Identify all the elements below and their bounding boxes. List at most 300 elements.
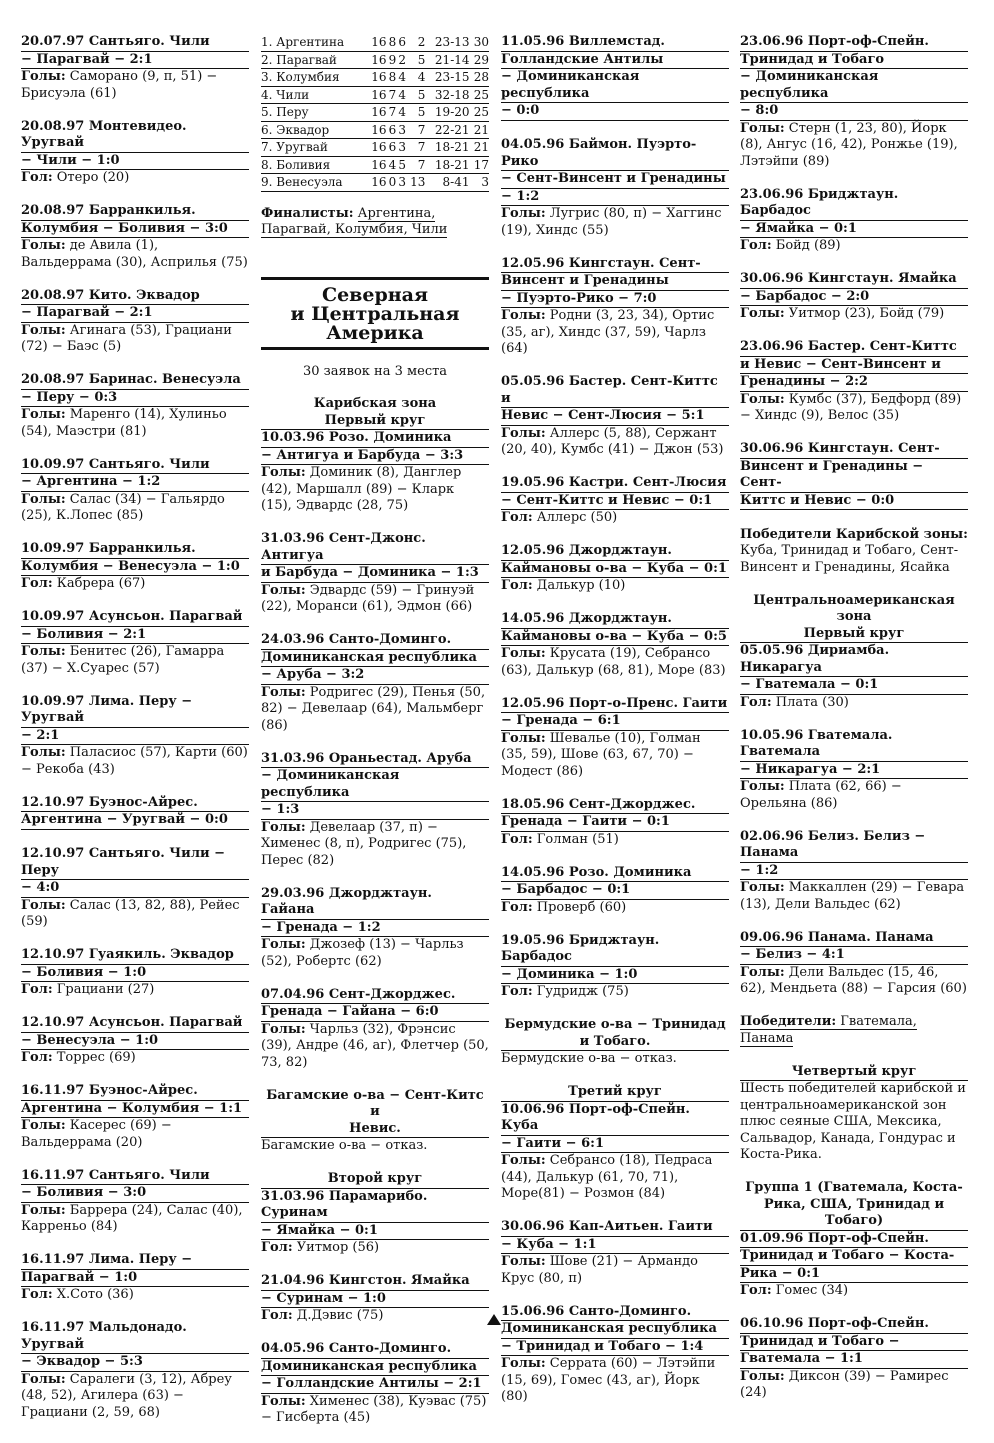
match-heading-line: − Голландские Антилы − 2:1 bbox=[261, 1376, 489, 1394]
match-heading bbox=[261, 751, 489, 820]
goals-text: Гудридж (75) bbox=[536, 984, 629, 999]
match-goals bbox=[261, 1240, 489, 1257]
match-report bbox=[501, 933, 729, 1001]
team-cell: 5. Перу bbox=[261, 104, 367, 122]
match-heading bbox=[21, 1168, 249, 1203]
match-report bbox=[740, 271, 968, 323]
match-heading-line: − Ямайка − 0:1 bbox=[261, 1223, 489, 1241]
match-heading-line: Аргентина − Уругвай − 0:0 bbox=[21, 812, 249, 830]
match-report bbox=[21, 541, 249, 593]
match-report bbox=[21, 1015, 249, 1067]
match-heading-line: 31.03.96 Ораньестад. Аруба bbox=[261, 751, 489, 769]
match-goals bbox=[740, 306, 968, 323]
round-title: Первый круг bbox=[740, 626, 968, 644]
goals-label: Голы: bbox=[21, 322, 66, 338]
match-heading-line: Гренадины − 2:2 bbox=[740, 374, 968, 392]
match-heading-line: 30.06.96 Кап-Аитьен. Гаити bbox=[501, 1219, 729, 1237]
goals-text: Бойд (89) bbox=[775, 238, 841, 253]
match-heading-line: 16.11.97 Буэнос-Айрес. bbox=[21, 1083, 249, 1101]
match-report bbox=[21, 372, 249, 440]
stat-cell: 19-20 bbox=[425, 104, 469, 122]
team-cell: 8. Боливия bbox=[261, 156, 367, 174]
match-heading-line: − 0:0 bbox=[501, 103, 729, 121]
match-heading-line: 29.03.96 Джорджтаун. Гайана bbox=[261, 886, 489, 920]
match-heading bbox=[21, 609, 249, 644]
match-heading-line: 23.06.96 Порт-оф-Спейн. bbox=[740, 34, 968, 52]
match-goals bbox=[501, 206, 729, 239]
match-heading-line: 09.06.96 Панама. Панама bbox=[740, 930, 968, 948]
match-heading-line: Гватемала − 1:1 bbox=[740, 1351, 968, 1369]
match-heading-line: 10.05.96 Гватемала. Гватемала bbox=[740, 728, 968, 762]
match-goals bbox=[261, 1308, 489, 1325]
match-heading-line: 20.08.97 Кито. Эквадор bbox=[21, 288, 249, 306]
match-report bbox=[740, 1231, 968, 1300]
goals-label: Голы: bbox=[501, 730, 546, 746]
match-report bbox=[740, 829, 968, 914]
match-heading-line: 19.05.96 Кастри. Сент-Люсия bbox=[501, 475, 729, 493]
stat-cell: 8 bbox=[387, 34, 397, 51]
match-heading bbox=[501, 933, 729, 985]
match-report bbox=[501, 1219, 729, 1287]
goals-label: Гол: bbox=[21, 1287, 53, 1302]
winners-text: Гватемала, Панама bbox=[740, 1014, 917, 1046]
match-heading bbox=[740, 643, 968, 695]
goals-text: Д.Дэвис (75) bbox=[296, 1308, 384, 1323]
goals-label: Голы: bbox=[21, 1371, 66, 1387]
match-goals bbox=[501, 731, 729, 781]
match-report bbox=[21, 119, 249, 187]
match-heading-line: 19.05.96 Бриджтаун. Барбадос bbox=[501, 933, 729, 967]
stat-cell: 16 bbox=[367, 51, 386, 69]
match-heading-line: − Доминиканская республика bbox=[261, 768, 489, 802]
goals-label: Голы: bbox=[21, 491, 66, 507]
match-heading-line: − Пуэрто-Рико − 7:0 bbox=[501, 291, 729, 309]
match-goals bbox=[261, 685, 489, 735]
match-goals bbox=[21, 745, 249, 778]
match-goals bbox=[740, 238, 968, 255]
stat-cell: 16 bbox=[367, 34, 386, 51]
match-report bbox=[21, 34, 249, 102]
match-goals bbox=[261, 465, 489, 515]
stat-cell: 16 bbox=[367, 156, 386, 174]
match-heading bbox=[501, 543, 729, 578]
caribbean-winners bbox=[740, 527, 968, 577]
match-heading bbox=[740, 1316, 968, 1369]
goals-label: Гол: bbox=[261, 1240, 293, 1255]
goals-text: Эдвардс (59) − Гринуэй (22), Моранси (61), Эдмон (66) bbox=[261, 582, 475, 614]
team-cell: 7. Уругвай bbox=[261, 139, 367, 157]
match-report bbox=[740, 34, 968, 170]
match-heading-line: − Никарагуа − 2:1 bbox=[740, 762, 968, 780]
entries-note: 30 заявок на 3 места bbox=[302, 363, 448, 379]
match-heading-line: 01.09.96 Порт-оф-Спейн. bbox=[740, 1231, 968, 1249]
match-report bbox=[740, 930, 968, 998]
goals-text: Стерн (1, 23, 80), Йорк (8), Ангус (16, 42), Ронжье (19), Лэтэйпи (89) bbox=[740, 120, 958, 169]
match-heading bbox=[740, 187, 968, 239]
match-report bbox=[21, 1168, 249, 1236]
stat-cell: 2 bbox=[406, 34, 425, 51]
match-heading bbox=[261, 531, 489, 583]
match-heading-line: Каймановы о-ва − Куба − 0:5 bbox=[501, 629, 729, 647]
finalists-text: Аргентина, Парагвай, Колумбия, Чили bbox=[261, 205, 448, 237]
match-heading-line: 10.09.97 Сантьяго. Чили bbox=[21, 457, 249, 475]
stat-cell: 25 bbox=[470, 104, 489, 122]
match-goals bbox=[21, 69, 249, 102]
match-heading-line: 14.05.96 Джорджтаун. bbox=[501, 611, 729, 629]
match-goals bbox=[21, 1050, 249, 1067]
match-report bbox=[740, 643, 968, 711]
goals-text: Диксон (39) − Рамирес (24) bbox=[740, 1368, 949, 1400]
match-heading bbox=[501, 475, 729, 510]
goals-text: Гомес (34) bbox=[775, 1283, 849, 1298]
match-goals bbox=[21, 1372, 249, 1422]
match-goals bbox=[21, 238, 249, 271]
match-heading bbox=[261, 1273, 489, 1308]
match-heading bbox=[501, 34, 729, 121]
table-row bbox=[261, 51, 489, 69]
table-row bbox=[261, 104, 489, 122]
goals-label: Голы: bbox=[740, 391, 785, 407]
match-heading-line: Гренада − Гаити − 0:1 bbox=[501, 814, 729, 832]
stat-cell: 5 bbox=[406, 86, 425, 104]
match-goals bbox=[261, 820, 489, 870]
match-heading-line: − 1:2 bbox=[740, 863, 968, 881]
match-heading-line: − 1:3 bbox=[261, 802, 489, 820]
bermuda-walkover bbox=[501, 1017, 729, 1068]
goals-text: Баррера (24), Салас (40), Карреньо (84) bbox=[21, 1202, 243, 1234]
match-goals bbox=[501, 984, 729, 1001]
match-heading-line: − Гренада − 1:2 bbox=[261, 920, 489, 938]
match-heading-line: − Аруба − 3:2 bbox=[261, 667, 489, 685]
bahamas-walkover bbox=[261, 1088, 489, 1155]
match-heading-line: 20.08.97 Монтевидео. Уругвай bbox=[21, 119, 249, 153]
central-winners bbox=[740, 1014, 968, 1047]
stat-cell: 3 bbox=[396, 139, 406, 157]
goals-label: Гол: bbox=[740, 1283, 772, 1298]
match-heading-line: 20.08.97 Баринас. Венесуэла bbox=[21, 372, 249, 390]
goals-label: Голы: bbox=[21, 69, 66, 84]
goals-text: Шове (21) − Армандо Крус (80, п) bbox=[501, 1254, 698, 1286]
stat-cell: 16 bbox=[367, 174, 386, 192]
match-heading-line: 21.04.96 Кингстон. Ямайка bbox=[261, 1273, 489, 1291]
goals-text: Плата (30) bbox=[775, 694, 849, 710]
match-goals bbox=[501, 510, 729, 527]
match-heading bbox=[21, 1015, 249, 1050]
stat-cell: 4 bbox=[387, 156, 397, 174]
stat-cell: 16 bbox=[367, 69, 386, 87]
match-heading-line: − Гаити − 6:1 bbox=[501, 1136, 729, 1154]
match-heading-line: 04.05.96 Санто-Доминго. bbox=[261, 1341, 489, 1359]
stat-cell: 21-14 bbox=[425, 51, 469, 69]
goals-label: Гол: bbox=[501, 831, 533, 847]
match-heading bbox=[740, 930, 968, 965]
goals-label: Гол: bbox=[21, 1050, 53, 1065]
match-report bbox=[261, 1273, 489, 1325]
zone-title: Карибская зона bbox=[313, 396, 437, 411]
goals-label: Голы: bbox=[261, 465, 306, 480]
goals-label: Голы: bbox=[740, 120, 785, 136]
walkover-text: Багамские о-ва − отказ. bbox=[261, 1138, 428, 1153]
stat-cell: 16 bbox=[367, 121, 386, 139]
goals-label: Голы: bbox=[21, 644, 66, 659]
match-heading bbox=[21, 288, 249, 323]
match-report bbox=[501, 797, 729, 849]
match-heading bbox=[21, 795, 249, 830]
goals-label: Голы: bbox=[501, 1254, 546, 1269]
match-heading bbox=[261, 430, 489, 465]
column-4 bbox=[740, 34, 968, 1418]
match-heading bbox=[261, 632, 489, 685]
triangle-icon bbox=[487, 1314, 501, 1325]
goals-text: Уитмор (23), Бойд (79) bbox=[788, 306, 945, 321]
match-heading bbox=[21, 1083, 249, 1118]
stat-cell: 13 bbox=[406, 174, 425, 192]
match-heading-line: − Сент-Киттс и Невис − 0:1 bbox=[501, 493, 729, 511]
stat-cell: 7 bbox=[387, 86, 397, 104]
goals-text: Саралеги (3, 12), Абреу (48, 52), Агилера (63) − Грациани (2, 59, 68) bbox=[21, 1371, 232, 1420]
stat-cell: 4 bbox=[396, 69, 406, 87]
match-report bbox=[21, 457, 249, 525]
match-report bbox=[261, 1341, 489, 1427]
match-heading-line: − 4:0 bbox=[21, 880, 249, 898]
match-report bbox=[21, 609, 249, 677]
match-goals bbox=[21, 898, 249, 931]
match-heading-line: 12.10.97 Сантьяго. Чили − Перу bbox=[21, 846, 249, 880]
match-report bbox=[21, 1320, 249, 1421]
goals-text: Паласиос (57), Карти (60) − Рекоба (43) bbox=[21, 745, 248, 777]
goals-label: Голы: bbox=[21, 897, 66, 913]
match-heading-line: Гренада − Гайана − 6:0 bbox=[261, 1004, 489, 1022]
fourth-round-text: Шесть победителей карибской и центральноамериканской зон плюс сеяные США, Мексика, Сальвадор, Канада, Гондурас и Коста-Рика. bbox=[740, 1081, 966, 1162]
match-heading bbox=[501, 865, 729, 900]
region-title-line: и Центральная bbox=[290, 302, 460, 325]
match-heading-line: Тринидад и Тобаго bbox=[740, 52, 968, 70]
match-report bbox=[501, 611, 729, 679]
goals-label: Голы: bbox=[21, 1202, 66, 1218]
match-heading-line: − Доминиканская республика bbox=[501, 69, 729, 103]
table-row bbox=[261, 121, 489, 139]
match-heading-line: 12.10.97 Асунсьон. Парагвай bbox=[21, 1015, 249, 1033]
match-heading bbox=[261, 1189, 489, 1241]
match-heading-line: 31.03.96 Сент-Джонс. Антигуа bbox=[261, 531, 489, 565]
match-goals bbox=[740, 1283, 968, 1300]
match-report bbox=[21, 1083, 249, 1151]
match-heading bbox=[21, 457, 249, 492]
goals-label: Голы: bbox=[21, 1118, 66, 1133]
match-heading bbox=[261, 886, 489, 938]
match-heading-line: − Доминиканская республика bbox=[740, 69, 968, 103]
match-report bbox=[740, 187, 968, 255]
match-heading bbox=[740, 271, 968, 306]
match-heading bbox=[740, 829, 968, 881]
goals-label: Гол: bbox=[21, 982, 53, 997]
match-report bbox=[261, 751, 489, 870]
stat-cell: 6 bbox=[387, 139, 397, 157]
match-heading-line: − Тринидад и Тобаго − 1:4 bbox=[501, 1339, 729, 1357]
goals-text: Грациани (27) bbox=[56, 982, 155, 997]
stat-cell: 30 bbox=[470, 34, 489, 51]
match-heading bbox=[740, 34, 968, 121]
match-heading-line: − 1:2 bbox=[501, 189, 729, 207]
table-row bbox=[261, 69, 489, 87]
match-heading bbox=[21, 694, 249, 746]
match-heading-line: и Барбуда − Доминика − 1:3 bbox=[261, 565, 489, 583]
team-cell: 1. Аргентина bbox=[261, 34, 367, 51]
goals-label: Гол: bbox=[21, 170, 53, 185]
stat-cell: 7 bbox=[406, 121, 425, 139]
match-goals bbox=[740, 965, 968, 998]
goals-label: Голы: bbox=[261, 684, 306, 700]
goals-label: Гол: bbox=[740, 238, 772, 253]
match-report bbox=[740, 339, 968, 425]
goals-text: Уитмор (56) bbox=[296, 1240, 380, 1255]
goals-text: Далькур (10) bbox=[536, 578, 626, 593]
goals-text: Проверб (60) bbox=[536, 899, 627, 915]
stat-cell: 8 bbox=[387, 69, 397, 87]
match-heading-line: − Барбадос − 0:1 bbox=[501, 882, 729, 900]
match-report bbox=[261, 632, 489, 734]
match-heading-line: Голландские Антилы bbox=[501, 52, 729, 70]
match-heading-line: 07.04.96 Сент-Джорджес. bbox=[261, 987, 489, 1005]
match-heading bbox=[501, 696, 729, 731]
match-goals bbox=[21, 982, 249, 999]
match-report bbox=[501, 34, 729, 121]
match-heading bbox=[21, 1252, 249, 1287]
stat-cell: 2 bbox=[396, 51, 406, 69]
goals-text: Джозеф (13) − Чарльз (52), Робертс (62) bbox=[261, 937, 464, 969]
match-heading-line: 02.06.96 Белиз. Белиз − Панама bbox=[740, 829, 968, 863]
match-heading bbox=[501, 611, 729, 646]
round-title: Третий круг bbox=[501, 1084, 729, 1102]
match-heading-line: Парагвай − 1:0 bbox=[21, 1270, 249, 1288]
goals-label: Голы: bbox=[21, 407, 66, 422]
match-goals bbox=[501, 832, 729, 849]
match-heading-line: − 8:0 bbox=[740, 103, 968, 121]
match-heading-line: − Гренада − 6:1 bbox=[501, 713, 729, 731]
goals-text: Аллерс (5, 88), Сержант (20, 40), Кумбс (41) − Джон (53) bbox=[501, 425, 724, 457]
match-goals bbox=[21, 644, 249, 677]
match-heading-line: − Боливия − 2:1 bbox=[21, 627, 249, 645]
match-heading bbox=[501, 1219, 729, 1254]
match-heading-line: и Невис − Сент-Винсент и bbox=[740, 357, 968, 375]
match-goals bbox=[740, 779, 968, 812]
stat-cell: 4 bbox=[406, 69, 425, 87]
goals-text: Плата (62, 66) − Орельяна (86) bbox=[740, 779, 902, 811]
match-report bbox=[501, 137, 729, 239]
match-heading-line: 05.05.96 Дириамба. Никарагуа bbox=[740, 643, 968, 677]
goals-text: Дели Вальдес (15, 46, 62), Мендьета (88) − Гарсия (60) bbox=[740, 964, 967, 996]
walkover-title: Невис. bbox=[261, 1121, 489, 1139]
match-heading-line: Доминиканская республика bbox=[261, 1359, 489, 1377]
match-heading-line: 11.05.96 Виллемстад. bbox=[501, 34, 729, 52]
goals-text: Салас (34) − Гальярдо (25), К.Лопес (85) bbox=[21, 491, 225, 523]
match-heading-line: 10.09.97 Лима. Перу − Уругвай bbox=[21, 694, 249, 728]
match-goals bbox=[740, 1369, 968, 1402]
goals-text: Серрата (60) − Лэтэйпи (15, 69), Гомес (43, аг), Йорк (80) bbox=[501, 1356, 716, 1404]
match-goals bbox=[21, 1118, 249, 1151]
match-report bbox=[21, 1252, 249, 1304]
match-heading-line: 24.03.96 Санто-Доминго. bbox=[261, 632, 489, 650]
goals-text: Кабрера (67) bbox=[56, 576, 146, 591]
match-heading-line: 04.05.96 Баймон. Пуэрто-Рико bbox=[501, 137, 729, 171]
match-report bbox=[21, 947, 249, 999]
match-heading-line: 12.10.97 Буэнос-Айрес. bbox=[21, 795, 249, 813]
stat-cell: 5 bbox=[396, 156, 406, 174]
stat-cell: 7 bbox=[406, 156, 425, 174]
goals-text: Аллерс (50) bbox=[536, 510, 618, 525]
match-heading bbox=[21, 541, 249, 576]
match-heading-line: 16.11.97 Сантьяго. Чили bbox=[21, 1168, 249, 1186]
match-report bbox=[21, 846, 249, 931]
match-heading-line: Колумбия − Венесуэла − 1:0 bbox=[21, 559, 249, 577]
stat-cell: 25 bbox=[470, 86, 489, 104]
match-heading-line: 10.03.96 Розо. Доминика bbox=[261, 430, 489, 448]
goals-label: Голы: bbox=[261, 937, 306, 952]
table-row bbox=[261, 139, 489, 157]
stat-cell: 3 bbox=[396, 121, 406, 139]
match-report bbox=[501, 865, 729, 917]
match-heading-line: 10.09.97 Барранкилья. bbox=[21, 541, 249, 559]
round-title: Четвертый круг bbox=[740, 1064, 968, 1082]
match-heading bbox=[501, 256, 729, 309]
match-report bbox=[501, 543, 729, 595]
match-heading-line: 12.10.97 Гуаякиль. Эквадор bbox=[21, 947, 249, 965]
match-heading bbox=[21, 846, 249, 898]
goals-label: Гол: bbox=[501, 899, 533, 915]
stat-cell: 3 bbox=[470, 174, 489, 192]
match-report bbox=[261, 430, 489, 515]
goals-text: Х.Сото (36) bbox=[56, 1287, 134, 1302]
region-title bbox=[261, 277, 489, 350]
match-heading-line: 06.10.96 Порт-оф-Спейн. bbox=[740, 1316, 968, 1334]
match-goals bbox=[21, 492, 249, 525]
goals-label: Голы: bbox=[501, 1153, 546, 1168]
goals-label: Голы: bbox=[740, 779, 785, 794]
match-heading-line: − 2:1 bbox=[21, 728, 249, 746]
match-heading bbox=[501, 374, 729, 426]
goals-text: Маккаллен (29) − Гевара (13), Дели Вальдес (62) bbox=[740, 880, 965, 912]
stat-cell: 6 bbox=[396, 34, 406, 51]
table-row bbox=[261, 174, 489, 192]
goals-label: Голы: bbox=[21, 745, 66, 760]
match-goals bbox=[21, 1203, 249, 1236]
stat-cell: 9 bbox=[387, 51, 397, 69]
zone-title: Центральноамериканская bbox=[753, 592, 955, 608]
walkover-text: Бермудские о-ва − отказ. bbox=[501, 1051, 677, 1066]
stat-cell: 6 bbox=[387, 121, 397, 139]
match-heading-line: − Эквадор − 5:3 bbox=[21, 1354, 249, 1372]
match-heading-line: 16.11.97 Мальдонадо. Уругвай bbox=[21, 1320, 249, 1354]
match-heading-line: 12.05.96 Кингстаун. Сент- bbox=[501, 256, 729, 274]
match-heading bbox=[21, 203, 249, 238]
match-report bbox=[501, 696, 729, 781]
match-heading-line: − Антигуа и Барбуда − 3:3 bbox=[261, 448, 489, 466]
finalists bbox=[261, 206, 489, 239]
goals-text: Маренго (14), Хулиньо (54), Маэстри (81) bbox=[21, 407, 227, 439]
match-heading bbox=[501, 1102, 729, 1154]
match-goals bbox=[501, 578, 729, 595]
match-goals bbox=[501, 1356, 729, 1406]
match-heading-line: Колумбия − Боливия − 3:0 bbox=[21, 221, 249, 239]
match-heading-line: Аргентина − Колумбия − 1:1 bbox=[21, 1101, 249, 1119]
column-2 bbox=[261, 34, 489, 1443]
match-heading-line: − Аргентина − 1:2 bbox=[21, 474, 249, 492]
match-goals bbox=[261, 937, 489, 970]
match-goals bbox=[21, 1287, 249, 1304]
stat-cell: 16 bbox=[367, 86, 386, 104]
match-heading bbox=[501, 137, 729, 206]
goals-text: Доминик (8), Данглер (42), Маршалл (89) − Кларк (15), Эдвардс (28, 75) bbox=[261, 465, 462, 513]
